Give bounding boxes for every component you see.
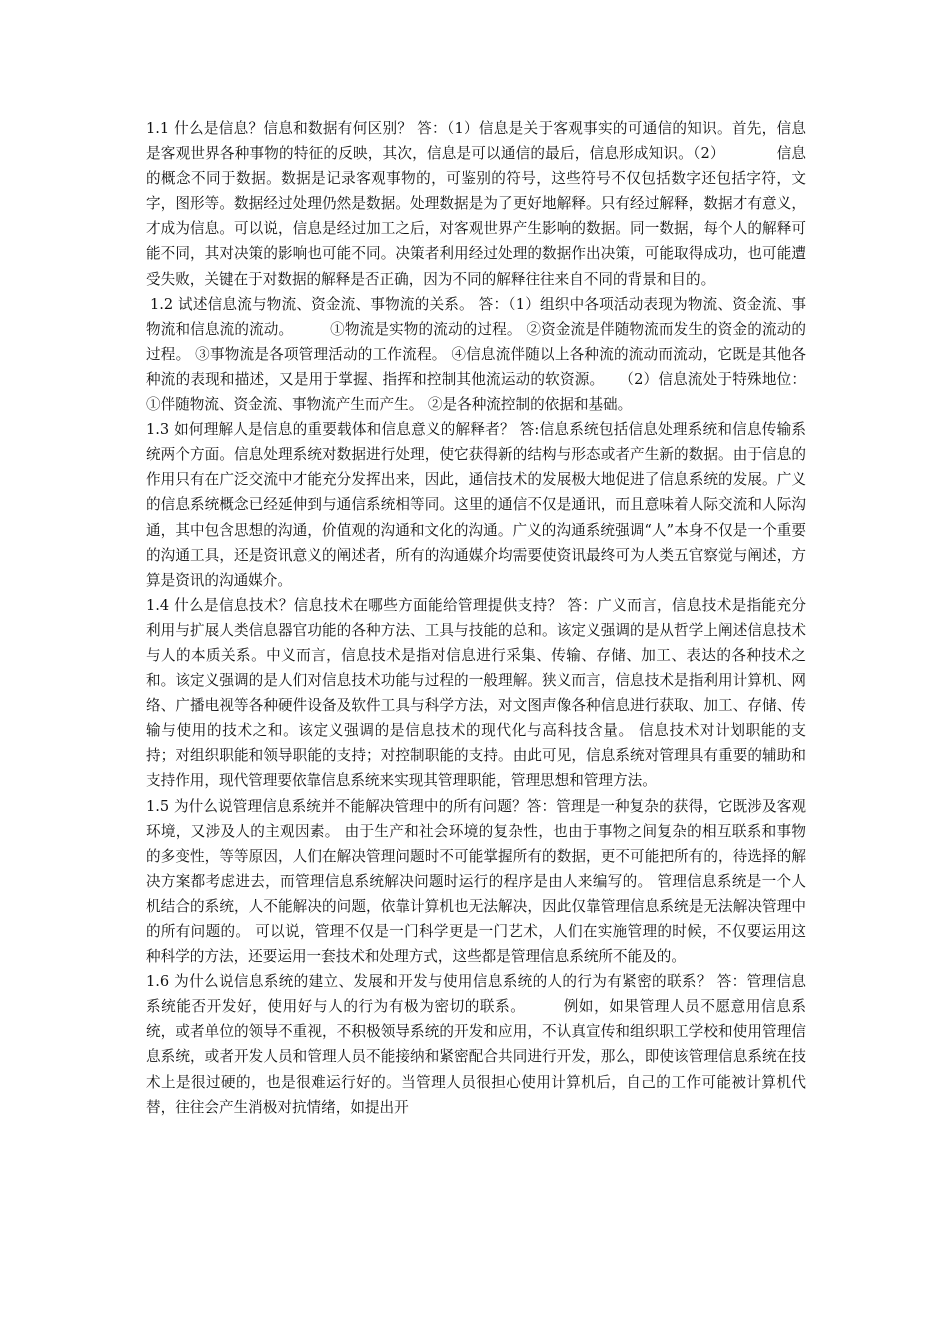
paragraph-1-3: 1.3 如何理解人是信息的重要载体和信息意义的解释者？ 答:信息系统包括信息处理系统和信息传输系统两个方面。信息处理系统对数据进行处理，使它获得新的结构与形态或者产生新的数据。由于信息的作用只有在广泛交流中才能充分发挥出来，因此，通信技术的发展极大地促进了信息系统的发展。广义的信息系统概念已经延伸到与通信系统相等同。这里的通信不仅是通讯，而且意味着人际交流和人际沟通，其中包含思想的沟通，价值观的沟通和文化的沟通。广义的沟通系统强调“人”本身不仅是一个重要的沟通工具，还是资讯意义的阐述者，所有的沟通媒介均需要使资讯最终可为人类五官察觉与阐述，方算是资讯的沟通媒介。 [146, 421, 806, 589]
paragraph-1-6: 1.6 为什么说信息系统的建立、发展和开发与使用信息系统的人的行为有紧密的联系？ 答：管理信息系统能否开发好，使用好与人的行为有极为密切的联系。 例如，如果管理人员不愿意用信息系统，或者单位的领导不重视，不积极领导系统的开发和应用，不认真宣传和组织职工学校和使用管理信息系统，或者开发人员和管理人员不能接纳和紧密配合共同进行开发，那么，即使该管理信息系统在技术上是很过硬的，也是很难运行好的。当管理人员很担心使用计算机后，自己的工作可能被计算机代替，往往会产生消极对抗情绪，如提出开 [146, 973, 806, 1116]
paragraph-1-2: 1.2 试述信息流与物流、资金流、事物流的关系。 答：（1）组织中各项活动表现为物流、资金流、事物流和信息流的流动。 ①物流是实物的流动的过程。 ②资金流是伴随物流而发生的资金的流动的过程。 ③事物流是各项管理活动的工作流程。 ④信息流伴随以上各种流的流动而流动，它既是其他各种流的表现和描述，又是用于掌握、指挥和控制其他流运动的软资源。 （2）信息流处于特殊地位： ①伴随物流、资金流、事物流产生而产生。 ②是各种流控制的依据和基础。 [146, 295, 806, 414]
paragraph-1-5: 1.5 为什么说管理信息系统并不能解决管理中的所有问题？答：管理是一种复杂的获得，它既涉及客观环境，又涉及人的主观因素。 由于生产和社会环境的复杂性，也由于事物之间复杂的相互联系和事物的多变性，等等原因，人们在解决管理问题时不可能掌握所有的数据，更不可能把所有的，待选择的解决方案都考虑进去，而管理信息系统解决问题时运行的程序是由人来编写的。 管理信息系统是一个人机结合的系统，人不能解决的问题，依靠计算机也无法解决，因此仅靠管理信息系统是无法解决管理中的所有问题的。 可以说，管理不仅是一门科学更是一门艺术，人们在实施管理的时候，不仅要运用这种科学的方法，还要运用一套技术和处理方式，这些都是管理信息系统所不能及的。 [146, 797, 806, 966]
paragraph-1-4: 1.4 什么是信息技术？信息技术在哪些方面能给管理提供支持？ 答：广义而言，信息技术是指能充分利用与扩展人类信息器官功能的各种方法、工具与技能的总和。该定义强调的是从哲学上阐述信息技术与人的本质关系。中义而言，信息技术是指对信息进行采集、传输、存储、加工、表达的各种技术之和。该定义强调的是人们对信息技术功能与过程的一般理解。狭义而言，信息技术是指利用计算机、网络、广播电视等各种硬件设备及软件工具与科学方法，对文图声像各种信息进行获取、加工、存储、传输与使用的技术之和。该定义强调的是信息技术的现代化与高科技含量。 信息技术对计划职能的支持；对组织职能和领导职能的支持；对控制职能的支持。由此可见，信息系统对管理具有重要的辅助和支持作用，现代管理要依靠信息系统来实现其管理职能，管理思想和管理方法。 [146, 596, 806, 790]
paragraph-1-1: 1.1 什么是信息？信息和数据有何区别？ 答：（1）信息是关于客观事实的可通信的知识。首先，信息是客观世界各种事物的特征的反映，其次，信息是可以通信的最后，信息形成知识。（2） 信息的概念不同于数据。数据是记录客观事物的，可鉴别的符号，这些符号不仅包括数字还包括字符，文字，图形等。数据经过处理仍然是数据。处理数据是为了更好地解释。只有经过解释，数据才有意义，才成为信息。可以说，信息是经过加工之后，对客观世界产生影响的数据。同一数据，每个人的解释可能不同，其对决策的影响也可能不同。决策者利用经过处理的数据作出决策，可能取得成功，也可能遭受失败，关键在于对数据的解释是否正确，因为不同的解释往往来自不同的背景和目的。 [146, 120, 806, 288]
document-body [146, 116, 806, 1120]
